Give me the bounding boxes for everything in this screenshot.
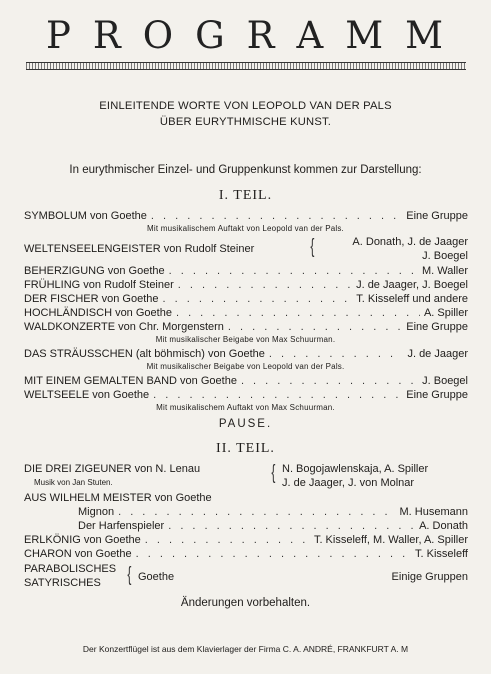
intro-line-2: ÜBER EURYTHMISCHE KUNST.: [159, 116, 332, 128]
pause-label: PAUSE.: [218, 418, 273, 430]
item-title: FRÜHLING von Rudolf Steiner: [24, 279, 174, 291]
item-performer: Eine Gruppe: [406, 210, 468, 222]
program-item: [24, 236, 468, 264]
program-item: [24, 534, 468, 546]
part-2-heading: II. TEIL.: [216, 441, 275, 456]
lead-text: In eurythmischer Einzel- und Gruppenkunst kommen zur Darstellung:: [69, 164, 422, 176]
item-title: AUS WILHELM MEISTER von Goethe: [24, 492, 212, 504]
item-title: BEHERZIGUNG von Goethe: [24, 265, 165, 277]
intro-line-1: EINLEITENDE WORTE VON LEOPOLD VAN DER PALS: [99, 100, 392, 112]
leader-dots: [168, 520, 415, 532]
program-item: [24, 293, 468, 305]
item-title: PARABOLISCHES: [24, 563, 117, 575]
item-performer: J. Boegel: [422, 250, 468, 262]
item-performer: N. Bogojawlenskaja, A. Spiller: [282, 463, 429, 475]
item-note: Mit musikalischer Beigabe von Leopold van der Pals.: [146, 362, 345, 371]
leader-dots: [176, 307, 420, 319]
leader-dots: [169, 265, 418, 277]
part-1-heading: I. TEIL.: [218, 188, 273, 203]
item-title: CHARON von Goethe: [24, 548, 132, 560]
item-title: MIT EINEM GEMALTEN BAND von Goethe: [24, 375, 237, 387]
program-item: [24, 321, 468, 333]
program-item: [24, 463, 468, 491]
item-performer: Eine Gruppe: [406, 389, 468, 401]
leader-dots: [151, 210, 402, 222]
leader-dots: [153, 389, 402, 401]
leader-dots: [118, 506, 395, 518]
item-performer: J. de Jaager: [407, 348, 468, 360]
leader-dots: [269, 348, 404, 360]
program-item: [24, 389, 468, 401]
intro-block: [0, 98, 491, 130]
brace-glyph: {: [127, 564, 132, 586]
item-title: Mignon: [78, 506, 115, 518]
changes-note: Änderungen vorbehalten.: [180, 597, 311, 609]
leader-dots: [136, 548, 411, 560]
item-performer: Einige Gruppen: [391, 571, 468, 583]
item-performer: A. Donath: [419, 520, 468, 532]
program-item: [78, 506, 468, 518]
decorative-rule: [26, 62, 466, 70]
item-line: [138, 571, 468, 583]
item-performer: J. de Jaager, J. Boegel: [356, 279, 468, 291]
leader-dots: [163, 293, 353, 305]
item-note: Mit musikalischem Auftakt von Max Schuurman.: [156, 403, 335, 412]
item-performer: T. Kisseleff, M. Waller, A. Spiller: [313, 534, 468, 546]
item-performer: J. de Jaager, J. von Molnar: [282, 477, 415, 489]
item-performer: M. Waller: [421, 265, 468, 277]
page-title: PROGRAMM: [46, 14, 465, 57]
item-title: DIE DREI ZIGEUNER von N. Lenau: [24, 463, 201, 475]
item-note: Mit musikalischem Auftakt von Leopold van der Pals.: [147, 224, 344, 233]
program-item: [24, 210, 468, 222]
program-item: [24, 375, 468, 387]
item-title: Der Harfenspieler: [78, 520, 165, 532]
item-note: Mit musikalischer Beigabe von Max Schuurman.: [155, 335, 336, 344]
item-title: WELTENSEELENGEISTER von Rudolf Steiner: [24, 243, 255, 255]
program-item: [24, 563, 468, 591]
program-item: [24, 348, 468, 360]
item-note: Musik von Jan Stuten.: [34, 478, 113, 487]
item-title: HOCHLÄNDISCH von Goethe: [24, 307, 172, 319]
brace-glyph: {: [310, 236, 315, 258]
leader-dots: [145, 534, 310, 546]
item-title: ERLKÖNIG von Goethe: [24, 534, 141, 546]
program-item: [24, 548, 468, 560]
program-item: [24, 307, 468, 319]
program-item: [24, 279, 468, 291]
program-item: [78, 520, 468, 532]
leader-dots: [228, 321, 402, 333]
item-performer: J. Boegel: [422, 375, 468, 387]
item-performer: Eine Gruppe: [406, 321, 468, 333]
item-author: Goethe: [138, 571, 175, 583]
item-performer: A. Donath, J. de Jaager: [352, 236, 468, 248]
item-title: WALDKONZERTE von Chr. Morgenstern: [24, 321, 224, 333]
program-item: [24, 492, 468, 504]
item-performer: T. Kisseleff: [415, 548, 468, 560]
leader-dots: [241, 375, 418, 387]
item-title: SYMBOLUM von Goethe: [24, 210, 147, 222]
program-item: [24, 265, 468, 277]
footer-note: Der Konzertflügel ist aus dem Klavierlager der Firma C. A. ANDRÉ, FRANKFURT A. M: [82, 644, 409, 654]
item-title: WELTSEELE von Goethe: [24, 389, 150, 401]
item-title: SATYRISCHES: [24, 577, 101, 589]
leader-dots: [178, 279, 352, 291]
item-performer: M. Husemann: [399, 506, 468, 518]
item-performer: T. Kisseleff und andere: [356, 293, 468, 305]
item-performer: A. Spiller: [423, 307, 468, 319]
brace-glyph: {: [271, 462, 276, 484]
item-title: DAS STRÄUSSCHEN (alt böhmisch) von Goethe: [24, 348, 265, 360]
item-title: DER FISCHER von Goethe: [24, 293, 159, 305]
